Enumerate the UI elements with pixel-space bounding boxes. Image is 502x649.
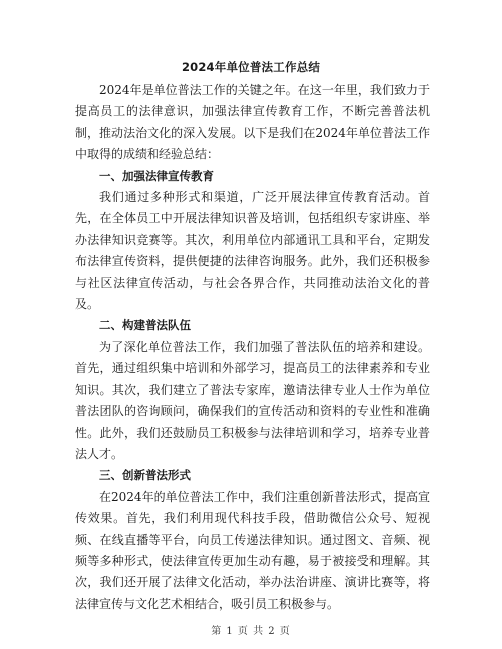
intro-paragraph: 2024年是单位普法工作的关键之年。在这一年里，我们致力于提高员工的法律意识，加强法律宣传教育工作，不断完善普法机制，推动法治文化的深入发展。以下是我们在2024年单位普法工作中取得的成绩和经验总结：: [75, 83, 430, 162]
page-number-footer: 第 1 页 共 2 页: [211, 626, 291, 637]
section-body-3: 在2024年的单位普法工作中，我们注重创新普法形式，提高宣传效果。首先，我们利用现代科技手段，借助微信公众号、短视频、在线直播等平台，向员工传递法律知识。通过图文、音频、视频等多种形式，使法律宣传更加生动有趣，易于被接受和理解。其次，我们还开展了法律文化活动，举办法治讲座、演讲比赛等，将法律宣传与文化艺术相结合，吸引员工积极参与。: [75, 489, 430, 611]
section-body-1: 我们通过多种形式和渠道，广泛开展法律宣传教育活动。首先，在全体员工中开展法律知识普及培训，包括组织专家讲座、举办法律知识竞赛等。其次，利用单位内部通讯工具和平台，定期发布法律宣传资料，提供便捷的法律咨询服务。此外，我们还积极参与社区法律宣传活动，与社会各界合作，共同推动法治文化的普及。: [75, 190, 430, 312]
section-heading-2: 二、构建普法队伍: [99, 318, 191, 333]
document-title: 2024年单位普法工作总结: [181, 60, 321, 74]
section-heading-1: 一、加强法律宣传教育: [99, 168, 214, 183]
section-heading-3: 三、创新普法形式: [99, 468, 191, 483]
document-body: [75, 80, 430, 615]
section-body-2: 为了深化单位普法工作，我们加强了普法队伍的培养和建设。首先，通过组织集中培训和外部学习，提高员工的法律素养和专业知识。其次，我们建立了普法专家库，邀请法律专业人士作为单位普法团队的咨询顾问，确保我们的宣传活动和资料的专业性和准确性。此外，我们还鼓励员工积极参与法律培训和学习，培养专业普法人才。: [75, 339, 430, 461]
